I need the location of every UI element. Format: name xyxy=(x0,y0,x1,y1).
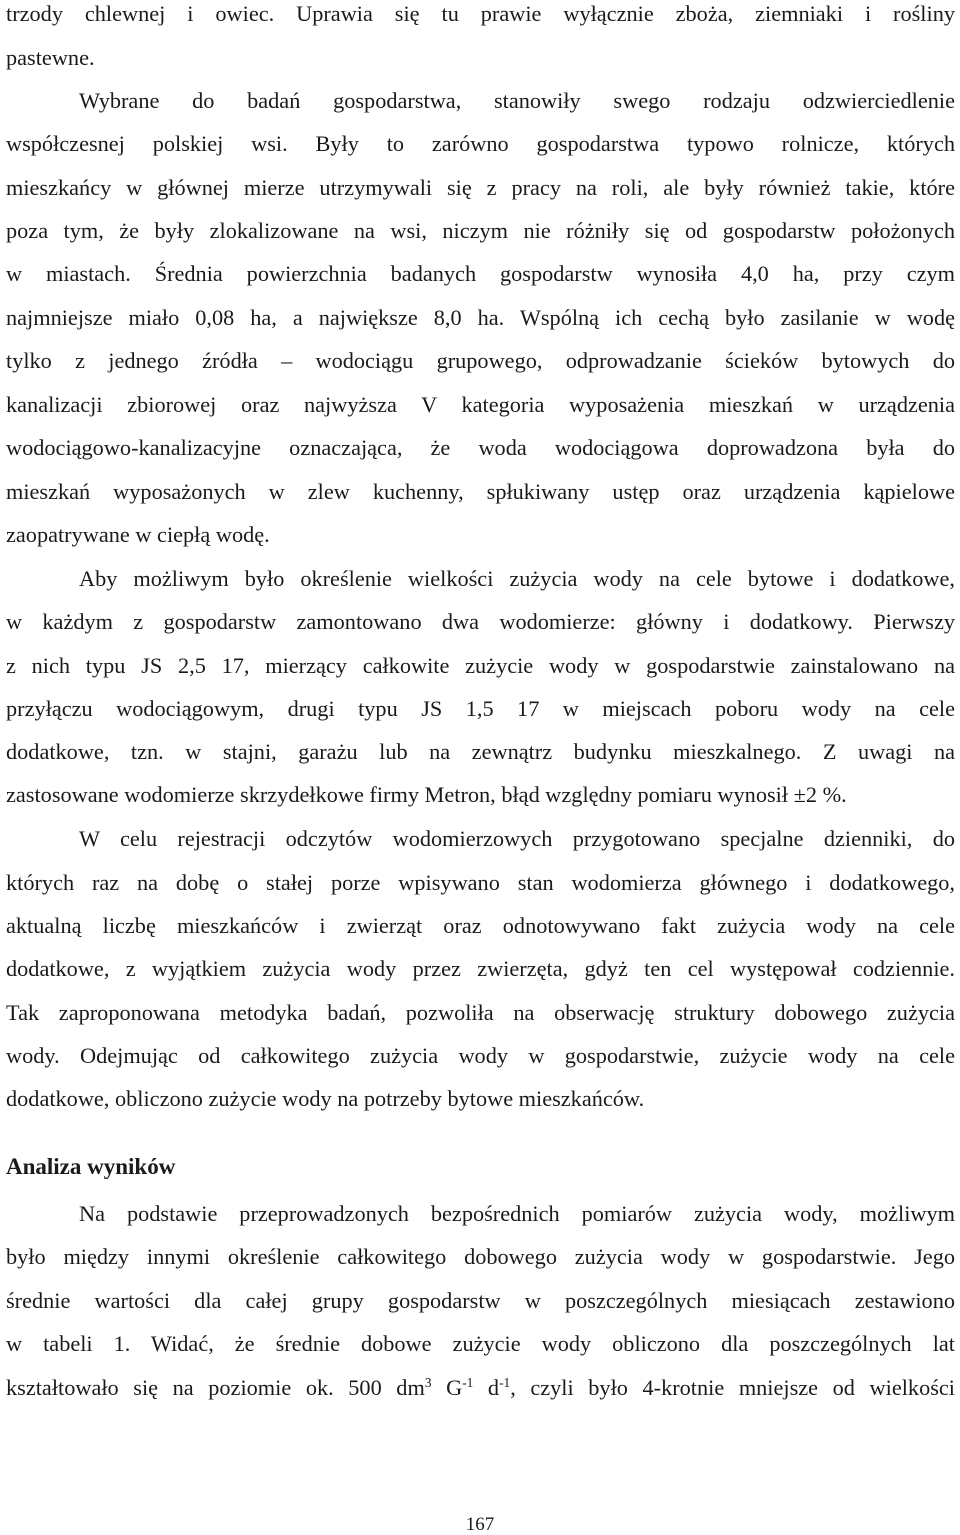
superscript: -1 xyxy=(462,1374,474,1390)
section-heading: Analiza wyników xyxy=(6,1154,176,1179)
text-line: średnie wartości dla całej grupy gospodarstw w poszczególnych miesiącach zestawiono xyxy=(6,1288,955,1313)
superscript: 3 xyxy=(424,1374,432,1390)
text-line: mieszkań wyposażonych w zlew kuchenny, spłukiwany ustęp oraz urządzenia kąpielowe xyxy=(6,479,955,504)
text-line: zastosowane wodomierze skrzydełkowe firmy Metron, błąd względny pomiaru wynosił ±2 %. xyxy=(6,782,847,807)
text-line: mieszkańcy w głównej mierze utrzymywali się z pracy na roli, ale były również takie, które xyxy=(6,175,955,200)
page-number: 167 xyxy=(465,1514,495,1535)
text-line: Na podstawie przeprowadzonych bezpośrednich pomiarów zużycia wody, możliwym xyxy=(79,1201,955,1226)
text-line: zaopatrywane w ciepłą wodę. xyxy=(6,522,270,547)
text-line: przyłączu wodociągowym, drugi typu JS 1,5 17 w miejscach poboru wody na cele xyxy=(6,696,955,721)
text-line: w każdym z gospodarstw zamontowano dwa wodomierze: główny i dodatkowy. Pierwszy xyxy=(6,609,955,634)
text-line: wodociągowo-kanalizacyjne oznaczająca, że woda wodociągowa doprowadzona była do xyxy=(6,435,955,460)
text-line: współczesnej polskiej wsi. Były to zarówno gospodarstwa typowo rolnicze, których xyxy=(6,131,955,156)
superscript: -1 xyxy=(499,1374,511,1390)
text-segment: G xyxy=(431,1375,463,1400)
text-line: dodatkowe, z wyjątkiem zużycia wody przez zwierzęta, gdyż ten cel występował codziennie. xyxy=(6,956,955,981)
text-line: Aby możliwym było określenie wielkości zużycia wody na cele bytowe i dodatkowe, xyxy=(79,566,955,591)
text-line: tylko z jednego źródła – wodociągu grupowego, odprowadzanie ścieków bytowych do xyxy=(6,348,955,373)
text-line-with-units xyxy=(6,1374,955,1400)
text-line: W celu rejestracji odczytów wodomierzowych przygotowano specjalne dzienniki, do xyxy=(79,826,955,851)
text-line: kanalizacji zbiorowej oraz najwyższa V kategoria wyposażenia mieszkań w urządzenia xyxy=(6,392,955,417)
text-line: aktualną liczbę mieszkańców i zwierząt oraz odnotowywano fakt zużycia wody na cele xyxy=(6,913,955,938)
text-segment: d xyxy=(473,1375,500,1400)
text-line: wody. Odejmując od całkowitego zużycia wody w gospodarstwie, zużycie wody na cele xyxy=(6,1043,955,1068)
text-line: których raz na dobę o stałej porze wpisywano stan wodomierza głównego i dodatkowego, xyxy=(6,870,955,895)
text-line: poza tym, że były zlokalizowane na wsi, niczym nie różniły się od gospodarstw położonych xyxy=(6,218,955,243)
text-segment: , czyli było 4-krotnie mniejsze od wielkości xyxy=(510,1375,955,1400)
text-line: było między innymi określenie całkowitego dobowego zużycia wody w gospodarstwie. Jego xyxy=(6,1244,955,1269)
text-segment: kształtowało się na poziomie ok. 500 dm xyxy=(6,1375,425,1400)
text-line: w tabeli 1. Widać, że średnie dobowe zużycie wody obliczono dla poszczególnych lat xyxy=(6,1331,955,1356)
text-line: dodatkowe, obliczono zużycie wody na potrzeby bytowe mieszkańców. xyxy=(6,1086,645,1111)
text-line: Tak zaproponowana metodyka badań, pozwoliła na obserwację struktury dobowego zużycia xyxy=(6,1000,955,1025)
text-line: dodatkowe, tzn. w stajni, garażu lub na zewnątrz budynku mieszkalnego. Z uwagi na xyxy=(6,739,955,764)
text-line: w miastach. Średnia powierzchnia badanych gospodarstw wynosiła 4,0 ha, przy czym xyxy=(6,261,955,286)
text-line: pastewne. xyxy=(6,45,95,70)
text-line: trzody chlewnej i owiec. Uprawia się tu prawie wyłącznie zboża, ziemniaki i rośliny xyxy=(6,1,955,26)
text-line: Wybrane do badań gospodarstwa, stanowiły swego rodzaju odzwierciedlenie xyxy=(79,88,955,113)
text-line: najmniejsze miało 0,08 ha, a największe 8,0 ha. Wspólną ich cechą było zasilanie w wodę xyxy=(6,305,955,330)
text-line: z nich typu JS 2,5 17, mierzący całkowite zużycie wody w gospodarstwie zainstalowano na xyxy=(6,653,955,678)
